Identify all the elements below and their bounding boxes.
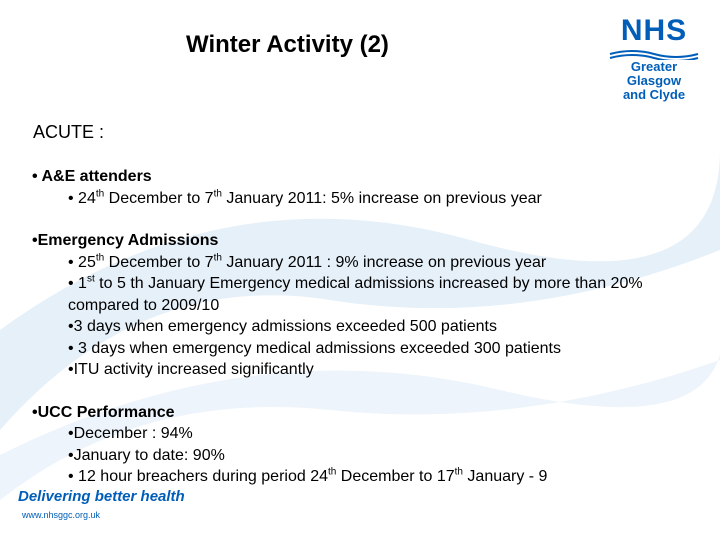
ordinal-suffix: th: [95, 188, 105, 200]
footer-tagline: Delivering better health: [18, 488, 185, 505]
bullet-content: [32, 166, 692, 488]
bullet-heading: • A&E attenders: [32, 168, 152, 185]
sub-bullet: • 1st to 5 th January Emergency medical admissions increased by more than 20% compared to 2009/10: [68, 273, 643, 314]
ordinal-suffix: th: [213, 252, 222, 264]
ordinal-suffix: st: [86, 273, 95, 285]
bullet-heading: •Emergency Admissions: [32, 232, 219, 249]
sub-bullet: • 25th December to 7th January 2011 : 9% increase on previous year: [68, 252, 547, 271]
ordinal-suffix: th: [454, 466, 463, 478]
nhs-logo: [604, 14, 704, 102]
bullet-heading: •UCC Performance: [32, 403, 175, 421]
ordinal-suffix: th: [328, 466, 337, 478]
sub-bullet: •3 days when emergency admissions exceeded 500 patients: [68, 318, 497, 335]
section-gap: [32, 209, 692, 230]
slide-title: Winter Activity (2): [186, 31, 389, 58]
sub-bullet: • 3 days when emergency medical admissions exceeded 300 patients: [68, 339, 561, 357]
nhs-logo-mark: NHS: [620, 14, 688, 47]
logo-line-1: Greater Glasgow: [626, 59, 682, 88]
logo-line-2: and Clyde: [622, 87, 686, 102]
sub-bullet: •December : 94%: [68, 425, 193, 442]
sub-bullet: •January to date: 90%: [68, 446, 225, 464]
sub-bullet: •ITU activity increased significantly: [68, 361, 314, 378]
ordinal-suffix: th: [213, 188, 222, 200]
section-gap: [32, 381, 692, 402]
sub-bullet: • 12 hour breachers during period 24th December to 17th January - 9: [68, 466, 548, 485]
section-heading: ACUTE :: [33, 122, 105, 142]
ordinal-suffix: th: [95, 252, 105, 264]
footer-url: www.nhsggc.org.uk: [22, 510, 101, 520]
sub-bullet: • 24th December to 7th January 2011: 5% increase on previous year: [68, 188, 542, 207]
